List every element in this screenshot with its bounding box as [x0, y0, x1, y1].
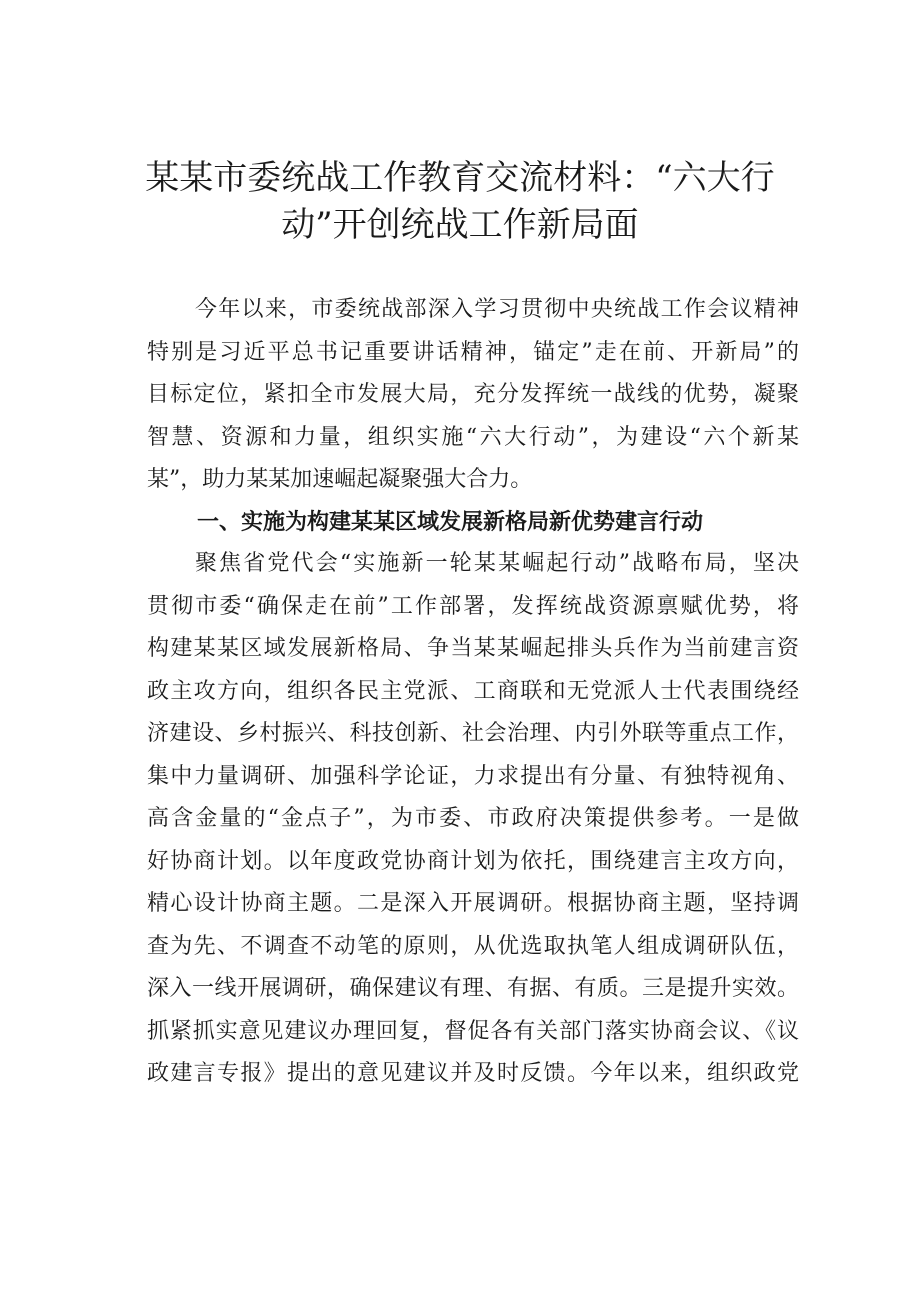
text-line: 抓紧抓实意见建议办理回复，督促各有关部门落实协商会议、《议 [147, 1018, 799, 1044]
text-line: 集中力量调研、加强科学论证，力求提出有分量、有独特视角、 [147, 763, 799, 789]
text-line: 智慧、资源和力量，组织实施“六大行动”，为建设“六个新某 [147, 424, 799, 450]
text-line: 构建某某区域发展新格局、争当某某崛起排头兵作为当前建言资 [147, 636, 799, 661]
section-paragraph [147, 543, 799, 1096]
title-line-1: 某某市委统战工作教育交流材料：“六大行 [145, 158, 775, 198]
title-line-2: 动”开创统战工作新局面 [281, 205, 639, 245]
text-line: 特别是习近平总书记重要讲话精神，锚定”走在前、开新局”的 [147, 339, 799, 365]
text-line: 查为先、不调查不动笔的原则，从优选取执笔人组成调研队伍， [147, 933, 799, 959]
text-line: 聚焦省党代会“实施新一轮某某崛起行动”战略布局，坚决 [195, 551, 799, 576]
section-heading: 一、实施为构建某某区域发展新格局新优势建言行动 [197, 510, 704, 535]
text-line: 深入一线开展调研，确保建议有理、有据、有质。三是提升实效。 [147, 976, 799, 1001]
text-line: 政主攻方向，组织各民主党派、工商联和无党派人士代表围绕经 [147, 678, 799, 704]
text-line: 高含金量的“金点子”，为市委、市政府决策提供参考。一是做 [147, 806, 799, 831]
text-line: 今年以来，市委统战部深入学习贯彻中央统战工作会议精神 [195, 297, 799, 322]
intro-paragraph [147, 289, 799, 502]
text-line: 某”，助力某某加速崛起凝聚强大合力。 [147, 467, 533, 492]
text-line: 好协商计划。以年度政党协商计划为依托，围绕建言主攻方向， [147, 848, 799, 874]
document-title [130, 155, 790, 249]
text-line: 精心设计协商主题。二是深入开展调研。根据协商主题，坚持调 [147, 891, 799, 916]
text-line: 政建言专报》提出的意见建议并及时反馈。今年以来，组织政党 [147, 1061, 799, 1086]
text-line: 目标定位，紧扣全市发展大局，充分发挥统一战线的优势，凝聚 [147, 382, 799, 407]
text-line: 济建设、乡村振兴、科技创新、社会治理、内引外联等重点工作， [147, 721, 799, 746]
text-line: 贯彻市委“确保走在前”工作部署，发挥统战资源禀赋优势，将 [147, 593, 799, 619]
